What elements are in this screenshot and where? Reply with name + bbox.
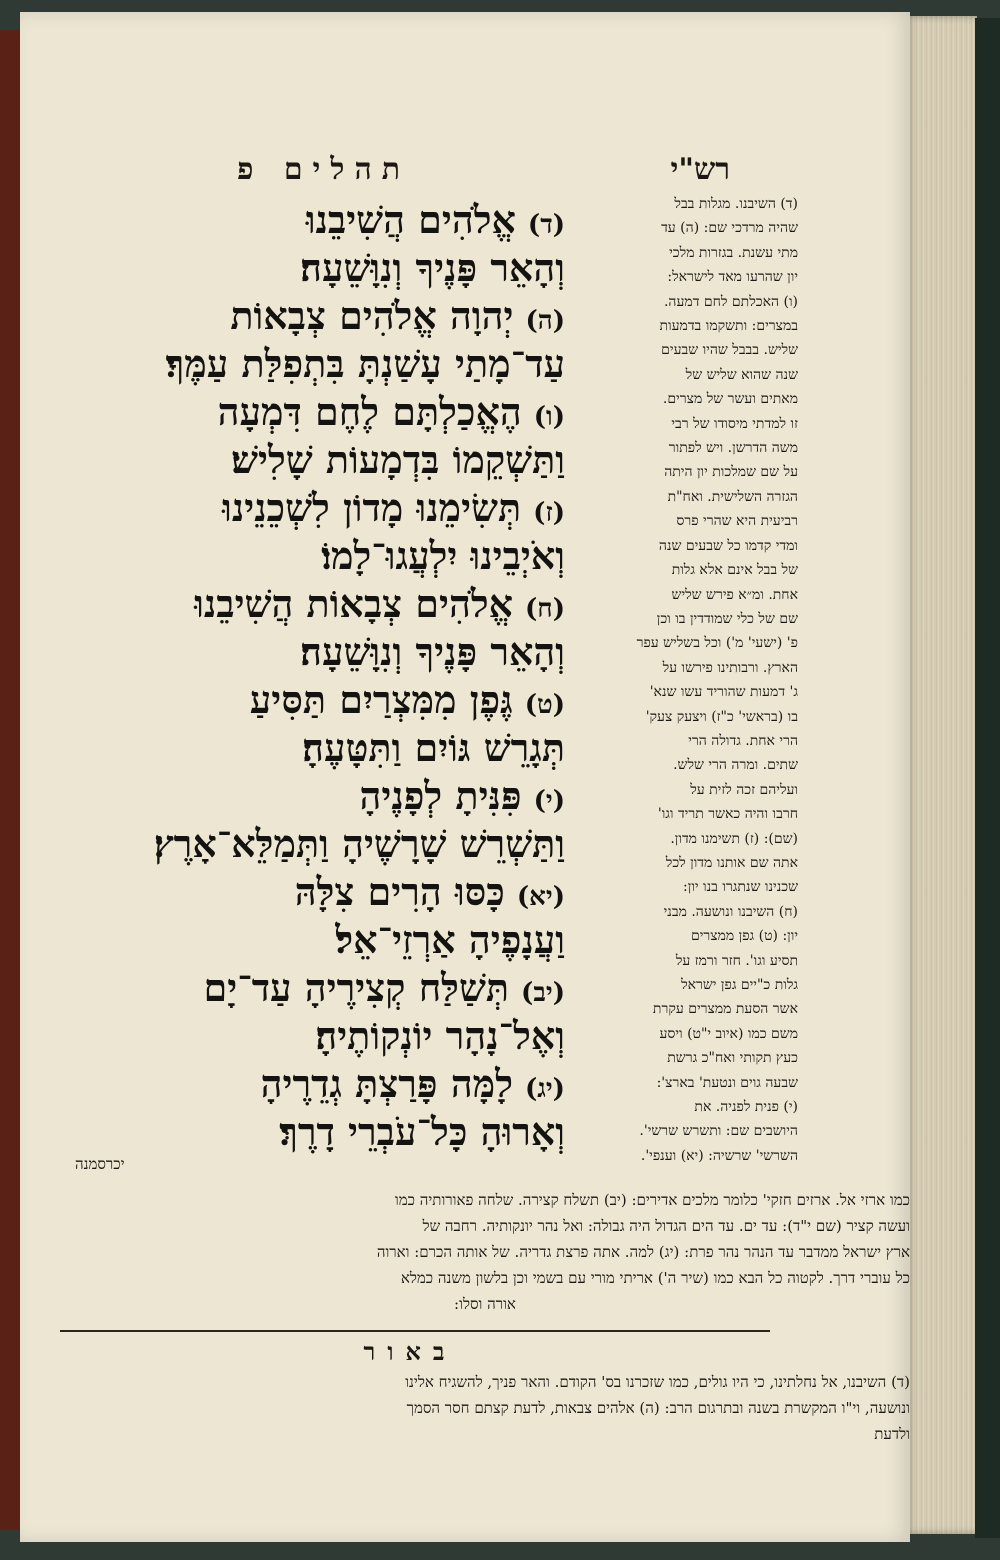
verse-line xyxy=(204,963,565,1013)
rashi-line: כעץ תקותי ואח"כ גרשת xyxy=(667,1050,798,1067)
rashi-line: שבעה גוים ונטעת' בארצ': xyxy=(656,1074,798,1091)
verse-line xyxy=(154,819,565,869)
verse-line xyxy=(321,531,565,581)
rashi-line: משם כמו (איוב י"ט) ויסע xyxy=(659,1025,798,1042)
verse-line xyxy=(230,291,565,341)
rashi-line: הגזרה השלישית. ואח"ת xyxy=(667,488,798,505)
running-header-commentary: רש"י xyxy=(670,152,730,187)
verse-text: וְהָאֵר פָּנֶיךָ וְנִוָּשֵׁעָה׃ xyxy=(300,629,565,674)
rashi-line: גלות כ"יים גפן ישראל xyxy=(681,977,798,993)
verse-line xyxy=(194,579,565,629)
verse-text: וְהָאֵר פָּנֶיךָ וְנִוָּשֵׁעָה׃ xyxy=(300,245,565,290)
verse-line xyxy=(315,1011,565,1061)
biur-title: באור xyxy=(363,1337,457,1366)
verse-line xyxy=(261,1059,565,1109)
rashi-line: תסיע וגו'. חזר ורמז על xyxy=(675,952,798,969)
verse-text: תְּגָרֵשׁ גּוֹיִם וַתִּטָּעֶהָ׃ xyxy=(302,725,565,770)
rashi-line: שהיה מרדכי שם: (ה) עד xyxy=(661,220,798,237)
rashi-line: רביעית היא שהרי פרס xyxy=(676,513,798,530)
rashi-line: על שם שמלכות יון היתה xyxy=(664,464,798,481)
rashi-line: מתי עשנת. בגזרות מלכי xyxy=(669,244,798,261)
rashi-line: (שם): (ז) תשימנו מדון. xyxy=(670,830,798,847)
biur-line: (ד) השיבנו, אל נחלתינו, כי היו גולים, כמו שזכרנו בס' הקודם. והאר פניך, להשגיח אלינו xyxy=(405,1373,910,1391)
rashi-line: היושבים שם: ותשרש שרשי'. xyxy=(639,1123,798,1140)
catchword: יכרסמנה xyxy=(75,1155,125,1173)
rashi-line: (ו) האכלתם לחם דמעה. xyxy=(663,293,798,310)
rashi-continuation-line: ארץ ישראל ממדבר עד הנהר נהר פרת: (יג) למה. אתה פרצת גדריה. של אותה הכרם: וארוה xyxy=(376,1243,910,1261)
verse-number: (ו) xyxy=(533,402,565,432)
rashi-line: חרבו והיה כאשר תריד וגו' xyxy=(657,806,798,823)
verse-line xyxy=(218,387,565,437)
rashi-line: ג' דמעות שהוריד עשו שנא' xyxy=(649,684,798,701)
rashi-line: יון: (ט) גפן ממצרים xyxy=(690,928,798,945)
verse-text: הֶאֱכַלְתָּם לֶחֶם דִּמְעָה xyxy=(217,389,522,434)
rashi-continuation-line: אורה וסלו: xyxy=(454,1295,516,1313)
rashi-line: שם של כלי שמודדין בו וכן xyxy=(656,610,798,627)
rashi-line: אחת. ומ״א פירש שליש xyxy=(671,586,798,603)
verse-text: כָּסּוּ הָרִים צִלָּהּ xyxy=(294,869,505,914)
verse-text: אֱלֹהִים הֲשִׁיבֵנוּ xyxy=(305,197,516,242)
verse-text: וַעֲנָפֶיהָ אַרְזֵי־אֵל׃ xyxy=(335,917,565,962)
verse-number: (יא) xyxy=(516,882,565,912)
rashi-commentary-column xyxy=(568,192,798,1168)
rashi-line: הארץ. ורבותינו פירשו על xyxy=(662,659,798,676)
rashi-line: זו למדתי מיסודו של רבי xyxy=(671,415,798,432)
rashi-continuation-line: ועשה קציר (שם י"ד): עד ים. עד הים הגדול היה גבולה: ואל נהר יונקותיה. רחבה של xyxy=(422,1217,910,1235)
verse-line xyxy=(222,483,565,533)
verse-number: (ט) xyxy=(524,690,565,720)
verse-text: וְאֶל־נָהָר יוֹנְקוֹתֶיהָ׃ xyxy=(315,1013,565,1058)
verse-number: (ד) xyxy=(527,210,565,240)
rashi-line: אתה שם אותנו מדון לכל xyxy=(665,854,798,871)
running-header-book: תהלים פ xyxy=(237,152,410,187)
section-divider xyxy=(60,1330,770,1332)
verse-text: וְאֹיְבֵינוּ יִלְעֲגוּ־לָמוֹ׃ xyxy=(321,533,565,578)
rashi-line: מאתים ועשר של מצרים. xyxy=(662,391,798,408)
verse-number: (יב) xyxy=(521,978,565,1008)
verse-text: פִּנִּיתָ לְפָנֶיהָ xyxy=(359,773,522,818)
verse-line xyxy=(250,675,565,725)
verse-number: (ז) xyxy=(533,498,565,528)
verse-number: (יג) xyxy=(524,1074,565,1104)
verse-text: אֱלֹהִים צְבָאוֹת הֲשִׁיבֵנוּ xyxy=(194,581,513,626)
rashi-line: משה הדרשן. ויש לפתור xyxy=(668,440,798,457)
rashi-continuation-line: כמו ארזי אל. ארזים חזקי' כלומר מלכים אדירים: (יב) תשלח קצירה. שלחה פאורותיה כמו xyxy=(394,1191,910,1209)
book-page xyxy=(20,12,910,1542)
rashi-line: (י) פנית לפניה. את xyxy=(694,1099,798,1116)
book-binding xyxy=(975,18,1000,1538)
rashi-line: שנה שהוא שליש של xyxy=(685,366,798,383)
rashi-line: של בבל אינם אלא גלות xyxy=(671,562,798,579)
rashi-line: פ' (ישעי' מ') וכל בשליש עפר xyxy=(636,635,798,652)
verse-text: לָמָּה פָּרַצְתָּ גְדֵרֶיהָ xyxy=(260,1061,513,1106)
rashi-line: ומדי קדמו כל שבעים שנה xyxy=(658,537,798,554)
rashi-line: (ד) השיבנו. מגלות בבל xyxy=(674,196,798,212)
verse-number: (י) xyxy=(533,786,565,816)
rashi-line: השרשי' שרשיה: (יא) וענפי'. xyxy=(640,1147,798,1164)
rashi-line: שכנינו שנתגרו בנו יון: xyxy=(683,879,798,896)
biur-line: ולדעת xyxy=(874,1425,910,1443)
rashi-line: שתים. ומרה הרי שלש. xyxy=(673,757,798,774)
verse-text: וַתַּשְׁקֵמוֹ בִּדְמָעוֹת שָׁלִישׁ׃ xyxy=(231,437,565,482)
biur-commentary xyxy=(60,1369,910,1447)
verse-line xyxy=(306,195,565,245)
rashi-continuation-line: כל עוברי דרך. לקטוה כל הבא כמו (שיר ה') אריתי מורי עם בשמי וכן בלשון משנה כמלא xyxy=(400,1269,910,1287)
verse-line xyxy=(335,915,565,965)
verse-number: (ה) xyxy=(525,306,565,336)
verse-line xyxy=(300,627,565,677)
verse-text: תְּשִׂימֵנוּ מָדוֹן לִשְׁכֵנֵינוּ xyxy=(222,485,522,530)
verse-text: עַד־מָתַי עָשַׁנְתָּ בִּתְפִלַּת עַמֶּךָ׃ xyxy=(165,341,565,386)
rashi-line: בו (בראשי' כ"ז) ויצעק צעק' xyxy=(645,708,798,725)
rashi-line: הרי אחת. גדולה הרי xyxy=(688,732,798,749)
page-text-layer xyxy=(20,12,910,1542)
rashi-line: אשר הסעת ממצרים עקרת xyxy=(652,1001,798,1018)
verse-text: וְאָרוּהָ כָּל־עֹבְרֵי דָרֶךְ׃ xyxy=(279,1109,565,1154)
page-stack-edge xyxy=(905,16,977,1534)
biur-line: ונושעה, וי"ו המקשרת בשנה ובתרגום הרב: (ה) אלהים צבאות, לדעת קצתם חסר הסמך xyxy=(406,1399,910,1417)
verse-line xyxy=(302,723,565,773)
rashi-line: במצרים: ותשקמו בדמעות xyxy=(659,318,798,335)
verse-line xyxy=(166,339,565,389)
rashi-continuation xyxy=(60,1187,910,1317)
verse-text: גֶּפֶן מִמִּצְרַיִם תַּסִּיעַ xyxy=(249,677,513,722)
verse-number: (ח) xyxy=(525,594,565,624)
rashi-line: (ח) השיבנו ונושעה. מבני xyxy=(663,903,798,920)
verse-line xyxy=(295,867,565,917)
verse-text: וַתַּשְׁרֵשׁ שָׁרָשֶׁיהָ וַתְּמַלֵּא־אָרֶץ׃ xyxy=(153,821,565,866)
verse-text: יְהוָה אֱלֹהִים צְבָאוֹת xyxy=(230,293,514,338)
verse-text: תְּשַׁלַּח קְצִירֶיהָ עַד־יָם xyxy=(203,965,510,1010)
rashi-line: ועליהם זכה לזית על xyxy=(690,781,798,798)
verse-line xyxy=(300,243,565,293)
rashi-line: שליש. בבבל שהיו שבעים xyxy=(661,342,798,359)
rashi-line: יון שהרעו מאד לישראל: xyxy=(667,269,798,286)
verse-line xyxy=(231,435,565,485)
verse-line xyxy=(279,1107,565,1157)
verse-line xyxy=(360,771,565,821)
